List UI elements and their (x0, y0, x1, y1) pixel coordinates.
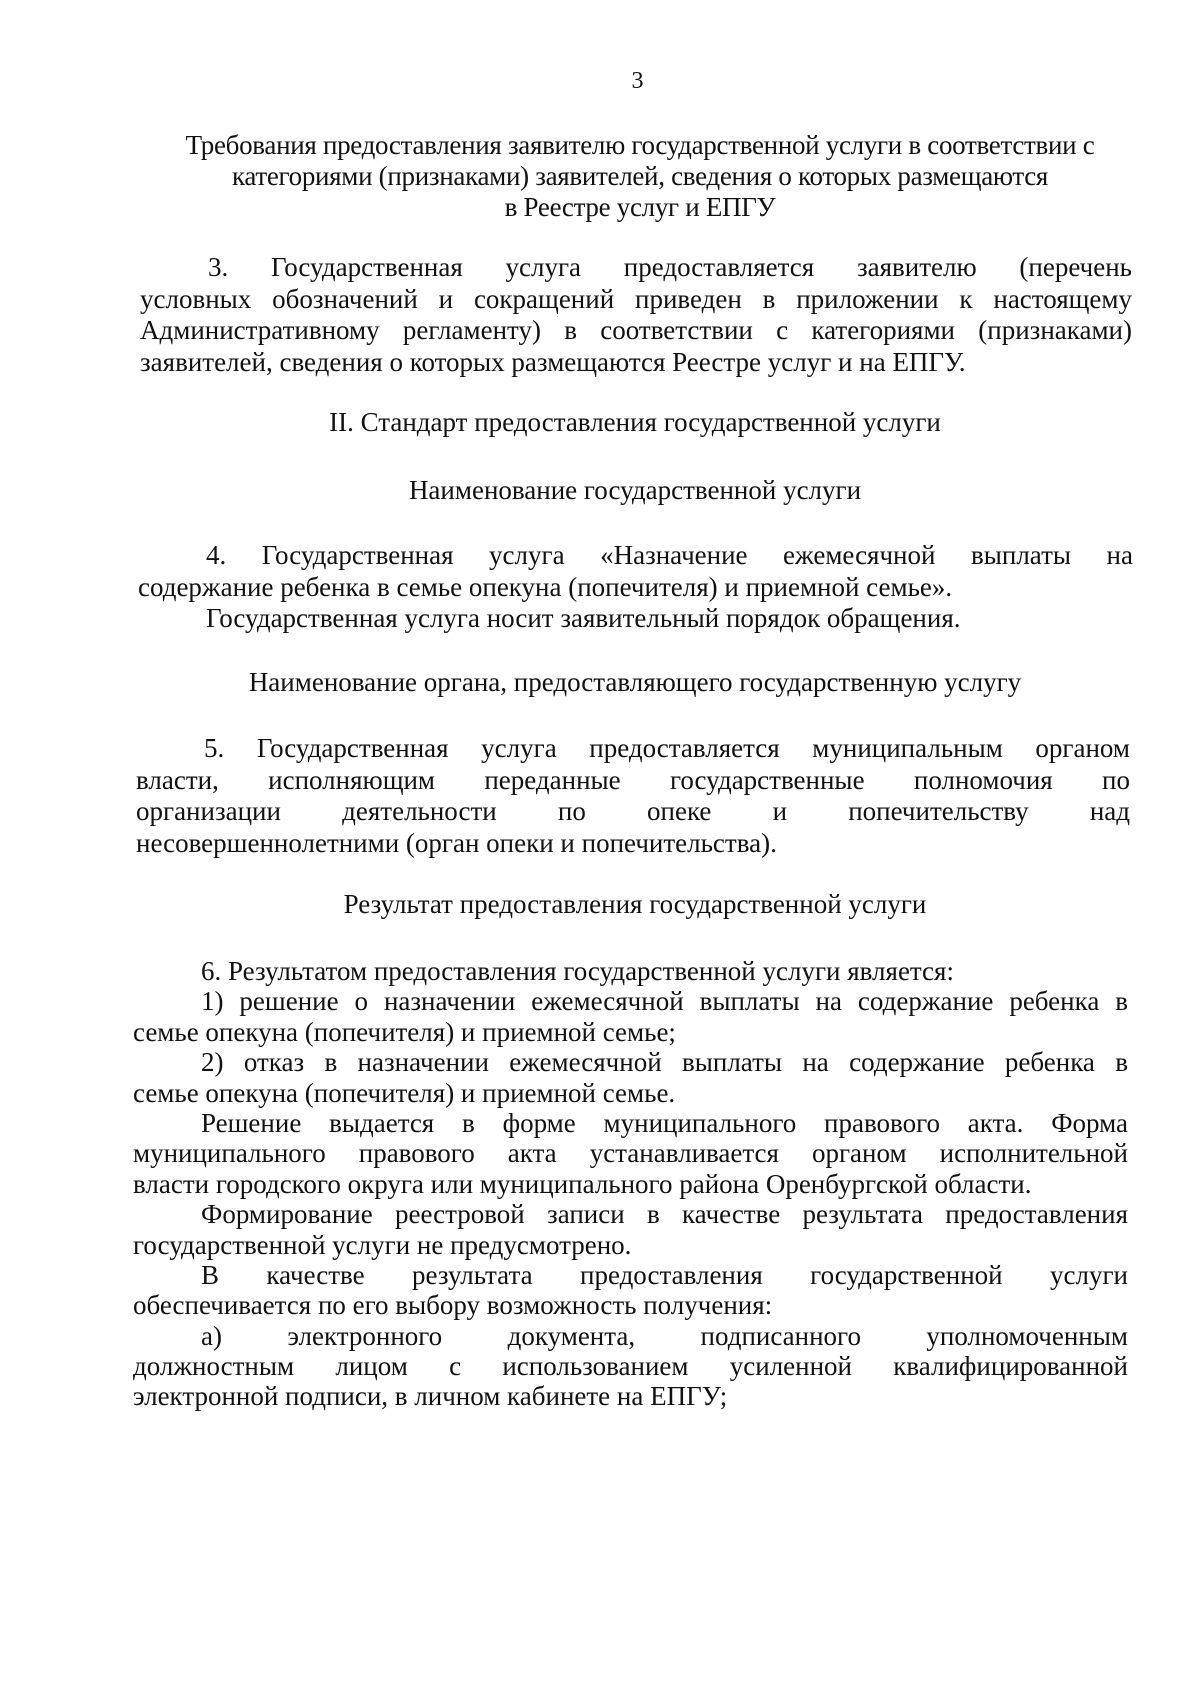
paragraph-line: обеспечивается по его выбору возможность получения: (133, 1290, 773, 1321)
subheading-organ: Наименование органа, предоставляющего государственную услугу (248, 667, 1022, 697)
section-2-heading: II. Стандарт предоставления государственной услуги (329, 407, 941, 437)
title-line: Требования предоставления заявителю государственной услуги в соответствии с (185, 130, 1095, 160)
list-item-line: электронной подписи, в личном кабинете на ЕПГУ; (133, 1381, 728, 1412)
paragraph-line: 4. Государственная услуга «Назначение ежемесячной выплаты на (206, 540, 1133, 570)
title-line: в Реестре услуг и ЕПГУ (504, 192, 776, 222)
paragraph-line: муниципального правового акта устанавливается органом исполнительной (133, 1138, 1128, 1169)
paragraph-line: государственной услуги не предусмотрено. (133, 1229, 632, 1260)
subheading-service-name: Наименование государственной услуги (408, 475, 862, 505)
list-item-line: а) электронного документа, подписанного уполномоченным (201, 1320, 1128, 1351)
paragraph-line: власти, исполняющим переданные государственные полномочия по (136, 764, 1130, 795)
paragraph-line: несовершеннолетними (орган опеки и попечительства). (136, 827, 777, 858)
subheading-result: Результат предоставления государственной услуги (343, 889, 927, 919)
paragraph-line: содержание ребенка в семье опекуна (попечителя) и приемной семье». (138, 571, 953, 602)
list-item-line: семье опекуна (попечителя) и приемной семье. (133, 1077, 676, 1108)
list-item-line: 1) решение о назначении ежемесячной выплаты на содержание ребенка в (201, 986, 1128, 1017)
list-item-line: семье опекуна (попечителя) и приемной семье; (133, 1016, 676, 1047)
paragraph-line: власти городского округа или муниципального района Оренбургской области. (133, 1168, 1032, 1199)
page-number: 3 (631, 68, 644, 94)
paragraph-line: 3. Государственная услуга предоставляется заявителю (перечень (208, 252, 1132, 282)
title-line: категориями (признаками) заявителей, сведения о которых размещаются (231, 161, 1049, 191)
paragraph-line: В качестве результата предоставления государственной услуги (201, 1259, 1128, 1290)
paragraph-6 (133, 956, 1128, 1412)
section-title (150, 130, 1130, 223)
list-item-line: 2) отказ в назначении ежемесячной выплаты на содержание ребенка в (201, 1047, 1128, 1078)
paragraph-5 (136, 733, 1130, 859)
paragraph-line: условных обозначений и сокращений приведен в приложении к настоящему (140, 283, 1132, 314)
paragraph-line: Административному регламенту) в соответствии с категориями (признаками) (140, 315, 1132, 345)
paragraph-line: 5. Государственная услуга предоставляется муниципальным органом (204, 733, 1130, 763)
list-item-line: должностным лицом с использованием усиленной квалифицированной (133, 1351, 1128, 1382)
paragraph-line: 6. Результатом предоставления государственной услуги является: (201, 956, 954, 986)
paragraph-4 (138, 540, 1133, 635)
paragraph-line: организации деятельности по опеке и попечительству над (136, 796, 1130, 826)
paragraph-line: Государственная услуга носит заявительный порядок обращения. (206, 603, 961, 633)
paragraph-line: Формирование реестровой записи в качестве результата предоставления (201, 1199, 1128, 1230)
paragraph-line: Решение выдается в форме муниципального правового акта. Форма (201, 1107, 1128, 1138)
paragraph-3 (140, 252, 1132, 378)
paragraph-line: заявителей, сведения о которых размещаются Реестре услуг и на ЕПГУ. (140, 346, 966, 377)
